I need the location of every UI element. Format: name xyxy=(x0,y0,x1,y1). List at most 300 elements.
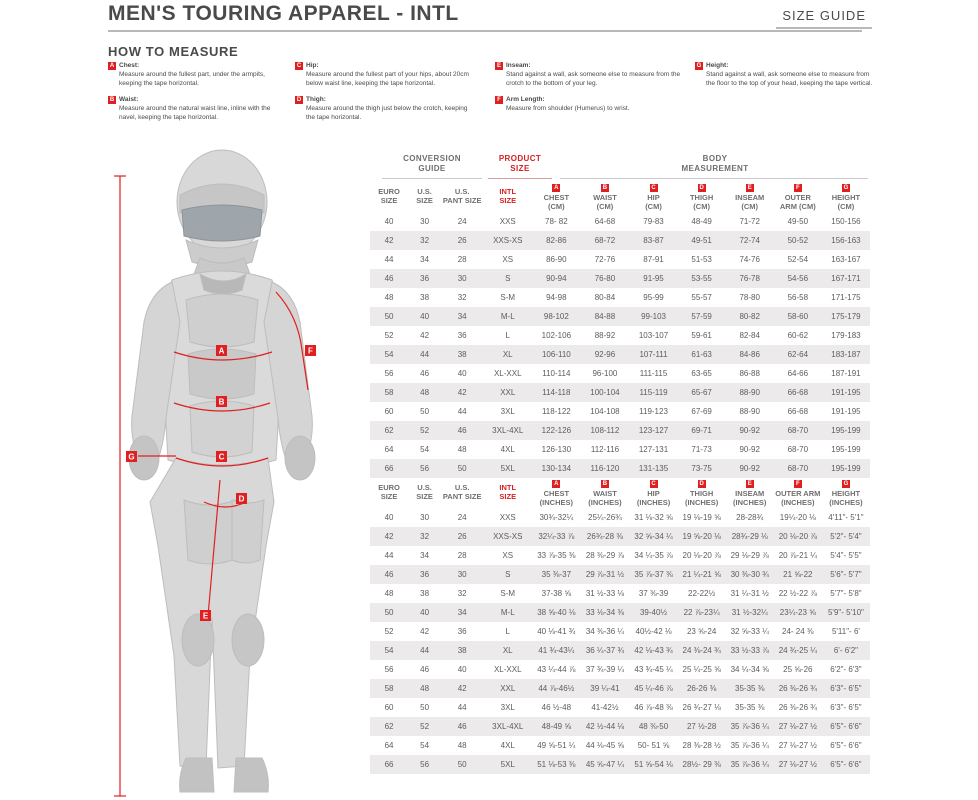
table-cell: 46 xyxy=(420,369,430,378)
table-cell: XL xyxy=(483,345,532,364)
table-cell: 50 xyxy=(441,459,483,478)
table-header-height: G HEIGHT (CM) xyxy=(831,184,861,211)
letter-badge-f-icon: F xyxy=(794,480,802,488)
table-cell: 24 xyxy=(457,217,467,226)
table-cell: 42 ½-44 ⅛ xyxy=(580,717,629,736)
table-cell: 25 ¼-25 ⅝ xyxy=(682,665,721,674)
table-cell: 22 ½-22 ⅞ xyxy=(778,589,817,598)
table-cell: 37 ¾-39 ¼ xyxy=(585,665,625,674)
table-cell: 72-74 xyxy=(726,231,774,250)
letter-badge-f-icon: F xyxy=(495,96,503,104)
table-cell: 4'11"- 5'1" xyxy=(828,513,864,522)
table-cell: XL-XXL xyxy=(493,665,522,674)
table-cell: 24 ⅜-24 ¾ xyxy=(678,641,726,660)
table-cell: 100-104 xyxy=(580,383,629,402)
table-cell: 32 ⅝-34 ¼ xyxy=(629,527,677,546)
table-cell: 68-70 xyxy=(774,421,822,440)
table-cell: 60 xyxy=(384,703,394,712)
table-cell: 26 ¾-27 ⅛ xyxy=(682,703,721,712)
table-cell: 62-64 xyxy=(774,345,822,364)
table-cell: 40 xyxy=(408,603,441,622)
table-header-chest: A CHEST (INCHES) xyxy=(539,480,574,507)
table-cell: 6'5"- 6'6" xyxy=(830,741,862,750)
measure-item-name: Chest: xyxy=(119,62,140,69)
measure-item-name: Arm Length: xyxy=(506,96,545,104)
table-cell: S xyxy=(483,565,532,584)
table-cell: 65-67 xyxy=(678,383,726,402)
table-cell: 34 ⅜-36 ¼ xyxy=(585,627,625,636)
table-cell: 38 ⅝-40 ⅛ xyxy=(532,603,580,622)
table-cell: S-M xyxy=(500,589,516,598)
table-cell: 48-49 ⅝ xyxy=(532,717,580,736)
measure-item-name: Inseam: xyxy=(506,62,531,69)
table-cell: 116-120 xyxy=(580,459,629,478)
table-header-intl-size: INTL SIZE xyxy=(499,483,517,501)
table-cell: 19 ⅛-19 ⅝ xyxy=(682,513,721,522)
table-cell: 44 xyxy=(457,407,467,416)
table-cell: 35 ⅞-37 ⅜ xyxy=(629,565,677,584)
table-cell: 46 ½-48 xyxy=(541,703,572,712)
table-cell: XS xyxy=(502,551,514,560)
table-cell: 51-53 xyxy=(691,255,712,264)
table-cell: 36 xyxy=(457,331,467,340)
table-row xyxy=(370,679,870,698)
table-cell: 58 xyxy=(370,383,408,402)
table-cell: 46 ⅞-48 ⅜ xyxy=(634,703,673,712)
table-cell: 34 xyxy=(441,307,483,326)
table-cell: 44 xyxy=(384,551,394,560)
table-cell: 50 xyxy=(370,603,408,622)
table-cell: 26-26 ⅜ xyxy=(678,679,726,698)
table-cell: 179-183 xyxy=(831,331,861,340)
table-cell: 48-49 xyxy=(691,217,712,226)
table-cell: 54 xyxy=(420,741,430,750)
table-cell: 66-68 xyxy=(774,383,822,402)
rider-figure-svg xyxy=(100,140,368,800)
table-cell: 48 xyxy=(457,741,467,750)
table-cell: 28 xyxy=(457,551,467,560)
table-cell: 20 ⅛-20 ⅞ xyxy=(682,551,721,560)
table-row xyxy=(370,364,870,383)
table-cell: 24- 24 ⅜ xyxy=(782,627,814,636)
table-cell: S xyxy=(483,269,532,288)
table-cell: 36 xyxy=(457,627,467,636)
measure-column-3 xyxy=(495,62,685,122)
table-cell: XXS xyxy=(499,217,516,226)
table-cell: XXS-XS xyxy=(483,231,532,250)
table-row xyxy=(370,717,870,736)
letter-badge-d-icon: D xyxy=(699,184,704,191)
table-cell: 38 xyxy=(441,345,483,364)
table-cell: 21 ⅝-22 xyxy=(774,565,822,584)
table-cell: 33 ½-33 ⅞ xyxy=(726,641,774,660)
table-cell: 51 ⅝-54 ⅛ xyxy=(629,755,677,774)
table-cell: 126-130 xyxy=(541,445,572,454)
table-cell: 98-102 xyxy=(532,307,580,326)
table-cell: 74-76 xyxy=(739,255,760,264)
table-cell: 57-59 xyxy=(678,307,726,326)
table-cell: 195-199 xyxy=(831,445,861,454)
table-header-euro-size: EURO SIZE xyxy=(378,187,400,205)
table-cell: 56 xyxy=(408,459,441,478)
letter-badge-e-icon: E xyxy=(747,184,752,191)
group-underline-product xyxy=(488,178,552,179)
measure-item-height xyxy=(695,62,880,88)
table-row xyxy=(370,250,870,269)
table-cell: 78-80 xyxy=(739,293,760,302)
table-cell: 6'3"- 6'5" xyxy=(822,679,870,698)
table-cell: 21 ¼-21 ⅝ xyxy=(678,565,726,584)
table-cell: 95-99 xyxy=(643,293,664,302)
table-header-hip: C HIP (CM) xyxy=(645,184,662,211)
table-cell: 30 xyxy=(441,269,483,288)
letter-badge-a-icon: A xyxy=(109,63,115,69)
table-cell: 46 xyxy=(441,421,483,440)
measure-column-2 xyxy=(295,62,470,131)
table-cell: 30 xyxy=(441,565,483,584)
table-cell: 48 xyxy=(384,589,394,598)
table-cell: 171-175 xyxy=(831,293,861,302)
table-cell: 50 xyxy=(420,703,430,712)
table-cell: 42 xyxy=(441,679,483,698)
table-cell: 90-92 xyxy=(726,459,774,478)
table-cell: 68-70 xyxy=(774,459,822,478)
table-cell: 52 xyxy=(408,421,441,440)
table-cell: 28½- 29 ⅜ xyxy=(678,755,726,774)
table-row xyxy=(370,755,870,774)
table-header-waist: B WAIST (INCHES) xyxy=(588,480,622,507)
table-cell: 130-134 xyxy=(532,459,580,478)
table-cell: 34 ¼-34 ⅝ xyxy=(730,665,769,674)
table-cell: 5'6"- 5'7" xyxy=(822,565,870,584)
table-cell: 4XL xyxy=(500,741,515,750)
size-guide-label: SIZE GUIDE xyxy=(776,8,872,29)
table-cell: 36 ¼-37 ¾ xyxy=(580,641,629,660)
table-cell: 38 xyxy=(420,293,430,302)
table-cell: XXS-XS xyxy=(483,527,532,546)
table-cell: M-L xyxy=(483,603,532,622)
measure-column-4 xyxy=(695,62,880,96)
table-cell: 28¾-29 ⅛ xyxy=(726,527,774,546)
letter-badge-c-icon: C xyxy=(296,63,302,69)
how-to-measure-title: HOW TO MEASURE xyxy=(108,44,239,59)
table-cell: XXL xyxy=(483,679,532,698)
table-cell: 150-156 xyxy=(831,217,861,226)
table-cell: 111-115 xyxy=(639,369,668,378)
table-cell: 5'7"- 5'8" xyxy=(830,589,862,598)
svg-text:G: G xyxy=(128,452,135,462)
letter-badge-g-icon: G xyxy=(843,480,849,487)
table-header-chest: A CHEST (CM) xyxy=(543,184,570,211)
table-cell: 20 ⅛-20 ⅞ xyxy=(774,527,822,546)
measure-item-chest xyxy=(108,62,278,88)
table-cell: 96-100 xyxy=(592,369,618,378)
group-header-body: BODY MEASUREMENT xyxy=(681,154,749,174)
table-cell: 26 ⅜-26 ¾ xyxy=(774,679,822,698)
table-header-inseam: E INSEAM (INCHES) xyxy=(733,480,767,507)
table-cell: 94-98 xyxy=(546,293,567,302)
table-cell: 49 ⅝-51 ¼ xyxy=(537,741,576,750)
table-cell: 195-199 xyxy=(822,459,870,478)
table-cell: 119-123 xyxy=(639,407,668,416)
svg-text:E: E xyxy=(202,611,209,621)
table-cell: 22 ⅞-23¼ xyxy=(678,603,726,622)
table-cell: 31 ½-33 ⅛ xyxy=(585,589,625,598)
measure-item-desc: Measure around the fullest part of your hips, about 20cm below waist line, keeping the tape horizontal. xyxy=(306,70,469,87)
table-cell: L xyxy=(505,627,510,636)
table-cell: 3XL-4XL xyxy=(483,421,532,440)
table-row xyxy=(370,231,870,250)
table-cell: 48 xyxy=(408,383,441,402)
table-cell: 24 xyxy=(457,513,467,522)
table-cell: 28 xyxy=(457,255,467,264)
table-header-intl-size: INTL SIZE xyxy=(499,187,517,205)
table-header-height: G HEIGHT (INCHES) xyxy=(829,480,863,507)
table-cell: 5'2"- 5'4" xyxy=(822,527,870,546)
table-cell: 35 ⅞-36 ¼ xyxy=(726,755,774,774)
table-cell: 167-171 xyxy=(822,269,870,288)
table-cell: 5XL xyxy=(483,459,532,478)
table-cell: 82-86 xyxy=(532,231,580,250)
table-cell: 44 xyxy=(384,255,394,264)
table-header-euro-size: EURO SIZE xyxy=(378,483,400,501)
table-cell: 37 ⅜-39 xyxy=(638,589,669,598)
table-cell: 42 xyxy=(420,627,430,636)
table-cell: 64-66 xyxy=(787,369,809,378)
table-cell: 51 ⅛-53 ⅜ xyxy=(532,755,580,774)
table-cell: 122-126 xyxy=(532,421,580,440)
table-header-hip: C HIP (INCHES) xyxy=(636,480,671,507)
table-cell: 103-107 xyxy=(638,331,669,340)
table-cell: 49-50 xyxy=(787,217,809,226)
table-cell: 35 ⅞-36 ¼ xyxy=(730,741,769,750)
table-cell: 48 xyxy=(408,679,441,698)
table-cell: 31 ⅛-32 ⅝ xyxy=(634,513,673,522)
table-row xyxy=(370,307,870,326)
table-header-thigh: D THIGH (INCHES) xyxy=(684,480,719,507)
table-cell: 30 ⅜-30 ¾ xyxy=(726,565,774,584)
table-cell: 31 ¼-31 ½ xyxy=(730,589,769,598)
table-cell: 40 xyxy=(408,307,441,326)
table-cell: XL xyxy=(483,641,532,660)
table-cell: 26 xyxy=(441,527,483,546)
table-row xyxy=(370,565,870,584)
measure-item-thigh xyxy=(295,96,470,122)
letter-badge-a-icon: A xyxy=(554,480,559,487)
measure-item-waist xyxy=(108,96,278,122)
table-cell: 33 ⅞-35 ⅜ xyxy=(537,551,576,560)
table-cell: 54 xyxy=(370,641,408,660)
table-cell: 52-54 xyxy=(787,255,809,264)
table-row xyxy=(370,546,870,565)
table-cell: 25 ⅝-26 xyxy=(783,665,813,674)
table-cell: 44 xyxy=(408,345,441,364)
table-cell: 35 ⅞-36 ¼ xyxy=(726,717,774,736)
letter-badge-c-icon: C xyxy=(651,184,656,191)
table-cell: 46 xyxy=(370,565,408,584)
table-cell: 106-110 xyxy=(532,345,580,364)
table-cell: 5'9"- 5'10" xyxy=(822,603,870,622)
table-cell: 45 ⅝-47 ¼ xyxy=(580,755,629,774)
table-cell: 3XL xyxy=(500,407,515,416)
letter-badge-e-icon: E xyxy=(747,480,752,487)
table-cell: 71-72 xyxy=(739,217,760,226)
measure-column-1 xyxy=(108,62,278,131)
table-cell: 27 ⅛-27 ½ xyxy=(778,741,817,750)
table-cell: 68-72 xyxy=(580,231,629,250)
table-cell: 86-88 xyxy=(739,369,760,378)
table-cell: 112-116 xyxy=(590,445,620,454)
table-cell: 39 ¼-41 xyxy=(580,679,629,698)
table-cell: 4XL xyxy=(500,445,515,454)
table-cell: 102-106 xyxy=(541,331,572,340)
table-cell: 30¾-32¼ xyxy=(539,513,574,522)
table-cell: 40 xyxy=(384,217,394,226)
table-cell: 104-108 xyxy=(590,407,620,416)
table-cell: 28 ⅜-29 ⅞ xyxy=(585,551,625,560)
table-cell: 24 ¾-25 ¼ xyxy=(774,641,822,660)
table-cell: 64-68 xyxy=(594,217,616,226)
table-cell: 35-35 ⅜ xyxy=(735,703,765,712)
table-row xyxy=(370,288,870,307)
table-cell: 36 xyxy=(408,269,441,288)
measure-item-name: Waist: xyxy=(119,96,139,104)
size-table xyxy=(370,182,870,774)
svg-text:C: C xyxy=(218,452,225,462)
table-cell: 84-86 xyxy=(726,345,774,364)
table-cell: 19 ⅝-20 ⅛ xyxy=(678,527,726,546)
table-cell: 29 ⅞-31 ½ xyxy=(580,565,629,584)
letter-badge-e-icon: E xyxy=(496,63,501,69)
table-cell: 52 xyxy=(408,717,441,736)
table-cell: 19¼-20 ⅛ xyxy=(779,513,816,522)
table-cell: 31 ½-32¼ xyxy=(726,603,774,622)
table-cell: 80-84 xyxy=(594,293,616,302)
table-cell: 52 xyxy=(384,627,394,636)
table-cell: 163-167 xyxy=(831,255,861,264)
table-cell: 5XL xyxy=(483,755,532,774)
table-cell: 73-75 xyxy=(678,459,726,478)
table-header-us-pant-size: U.S. PANT SIZE xyxy=(442,483,482,501)
table-cell: 40 xyxy=(457,665,467,674)
table-header-waist: B WAIST (CM) xyxy=(593,184,617,211)
table-cell: 64 xyxy=(384,741,394,750)
table-cell: 46 xyxy=(370,269,408,288)
table-cell: 32 xyxy=(457,293,467,302)
table-cell: 107-111 xyxy=(629,345,677,364)
group-header-conversion: CONVERSION GUIDE xyxy=(403,154,461,174)
table-cell: 187-191 xyxy=(831,369,861,378)
table-cell: 84-88 xyxy=(580,307,629,326)
table-cell: 45 ¼-46 ⅞ xyxy=(629,679,677,698)
size-table-container xyxy=(370,146,870,774)
table-row xyxy=(370,326,870,345)
letter-badge-f-icon: F xyxy=(794,184,802,192)
table-cell: 39-40½ xyxy=(629,603,677,622)
measure-item-desc: Stand against a wall, ask someone else to measure from the floor to the top of your head, keeping the tape vertical. xyxy=(706,70,873,87)
table-cell: 50 xyxy=(370,307,408,326)
table-cell: 5'4"- 5'5" xyxy=(830,551,862,560)
letter-badge-g-icon: G xyxy=(696,63,702,69)
svg-text:B: B xyxy=(218,397,225,407)
table-cell: 34 ¼-35 ⅞ xyxy=(634,551,673,560)
table-cell: 42 xyxy=(370,231,408,250)
table-cell: 92-96 xyxy=(580,345,629,364)
table-cell: 42 xyxy=(441,383,483,402)
svg-text:D: D xyxy=(238,494,245,504)
table-cell: 27 ⅛-27 ½ xyxy=(774,755,822,774)
measure-item-name: Thigh: xyxy=(306,96,326,104)
table-cell: 42 xyxy=(420,331,430,340)
table-cell: 25¼-26¾ xyxy=(588,513,622,522)
table-cell: 40½-42 ⅛ xyxy=(635,627,672,636)
table-cell: 69-71 xyxy=(678,421,726,440)
letter-badge-d-icon: D xyxy=(296,97,302,104)
table-header-thigh: D THIGH (CM) xyxy=(689,184,714,211)
table-cell: 88-92 xyxy=(594,331,616,340)
table-cell: 114-118 xyxy=(532,383,580,402)
table-row xyxy=(370,660,870,679)
table-cell: 63-65 xyxy=(691,369,712,378)
table-row xyxy=(370,698,870,717)
measure-item-inseam xyxy=(495,62,685,88)
page-header xyxy=(0,0,978,36)
table-cell: 44 xyxy=(457,703,467,712)
table-cell: 42 ⅛-43 ¾ xyxy=(629,641,677,660)
measure-item-name: Height: xyxy=(706,62,729,69)
table-cell: XXS xyxy=(499,513,516,522)
table-cell: XS xyxy=(502,255,514,264)
group-underline-body xyxy=(560,178,868,179)
letter-badge-g-icon: G xyxy=(843,184,849,191)
table-cell: 66 xyxy=(370,459,408,478)
table-cell: 42 xyxy=(370,527,408,546)
table-cell: 6'2"- 6'3" xyxy=(830,665,862,674)
table-cell: 115-119 xyxy=(629,383,677,402)
table-cell: 27 ⅛-27 ½ xyxy=(774,717,822,736)
table-cell: 38 xyxy=(441,641,483,660)
table-cell: 108-112 xyxy=(580,421,629,440)
table-cell: 60 xyxy=(384,407,394,416)
measure-item-arm-length xyxy=(495,96,685,114)
table-cell: 6'3"- 6'5" xyxy=(830,703,862,712)
table-cell: 79-83 xyxy=(643,217,664,226)
group-header-product: PRODUCT SIZE xyxy=(498,154,542,174)
table-header-us-size: U.S. SIZE xyxy=(416,483,433,501)
table-cell: 54 xyxy=(420,445,430,454)
table-cell: 71-73 xyxy=(691,445,712,454)
table-cell: 72-76 xyxy=(594,255,616,264)
table-cell: 123-127 xyxy=(629,421,677,440)
table-cell: 32 xyxy=(408,527,441,546)
table-cell: 36 xyxy=(408,565,441,584)
table-cell: 53-55 xyxy=(678,269,726,288)
table-cell: 46 xyxy=(441,717,483,736)
table-cell: XXL xyxy=(483,383,532,402)
table-cell: 23¼-23 ⅝ xyxy=(774,603,822,622)
table-cell: 131-135 xyxy=(629,459,677,478)
table-cell: 56-58 xyxy=(787,293,809,302)
table-cell: 30 xyxy=(420,217,430,226)
table-cell: 59-61 xyxy=(691,331,712,340)
table-row xyxy=(370,402,870,421)
table-cell: 78- 82 xyxy=(545,217,568,226)
measure-item-desc: Measure around the natural waist line, inline with the navel, keeping the tape horizontal. xyxy=(119,105,271,121)
svg-text:F: F xyxy=(308,346,313,356)
table-cell: 40 xyxy=(457,369,467,378)
table-cell: 32¼-33 ⅞ xyxy=(532,527,580,546)
table-cell: 83-87 xyxy=(629,231,677,250)
